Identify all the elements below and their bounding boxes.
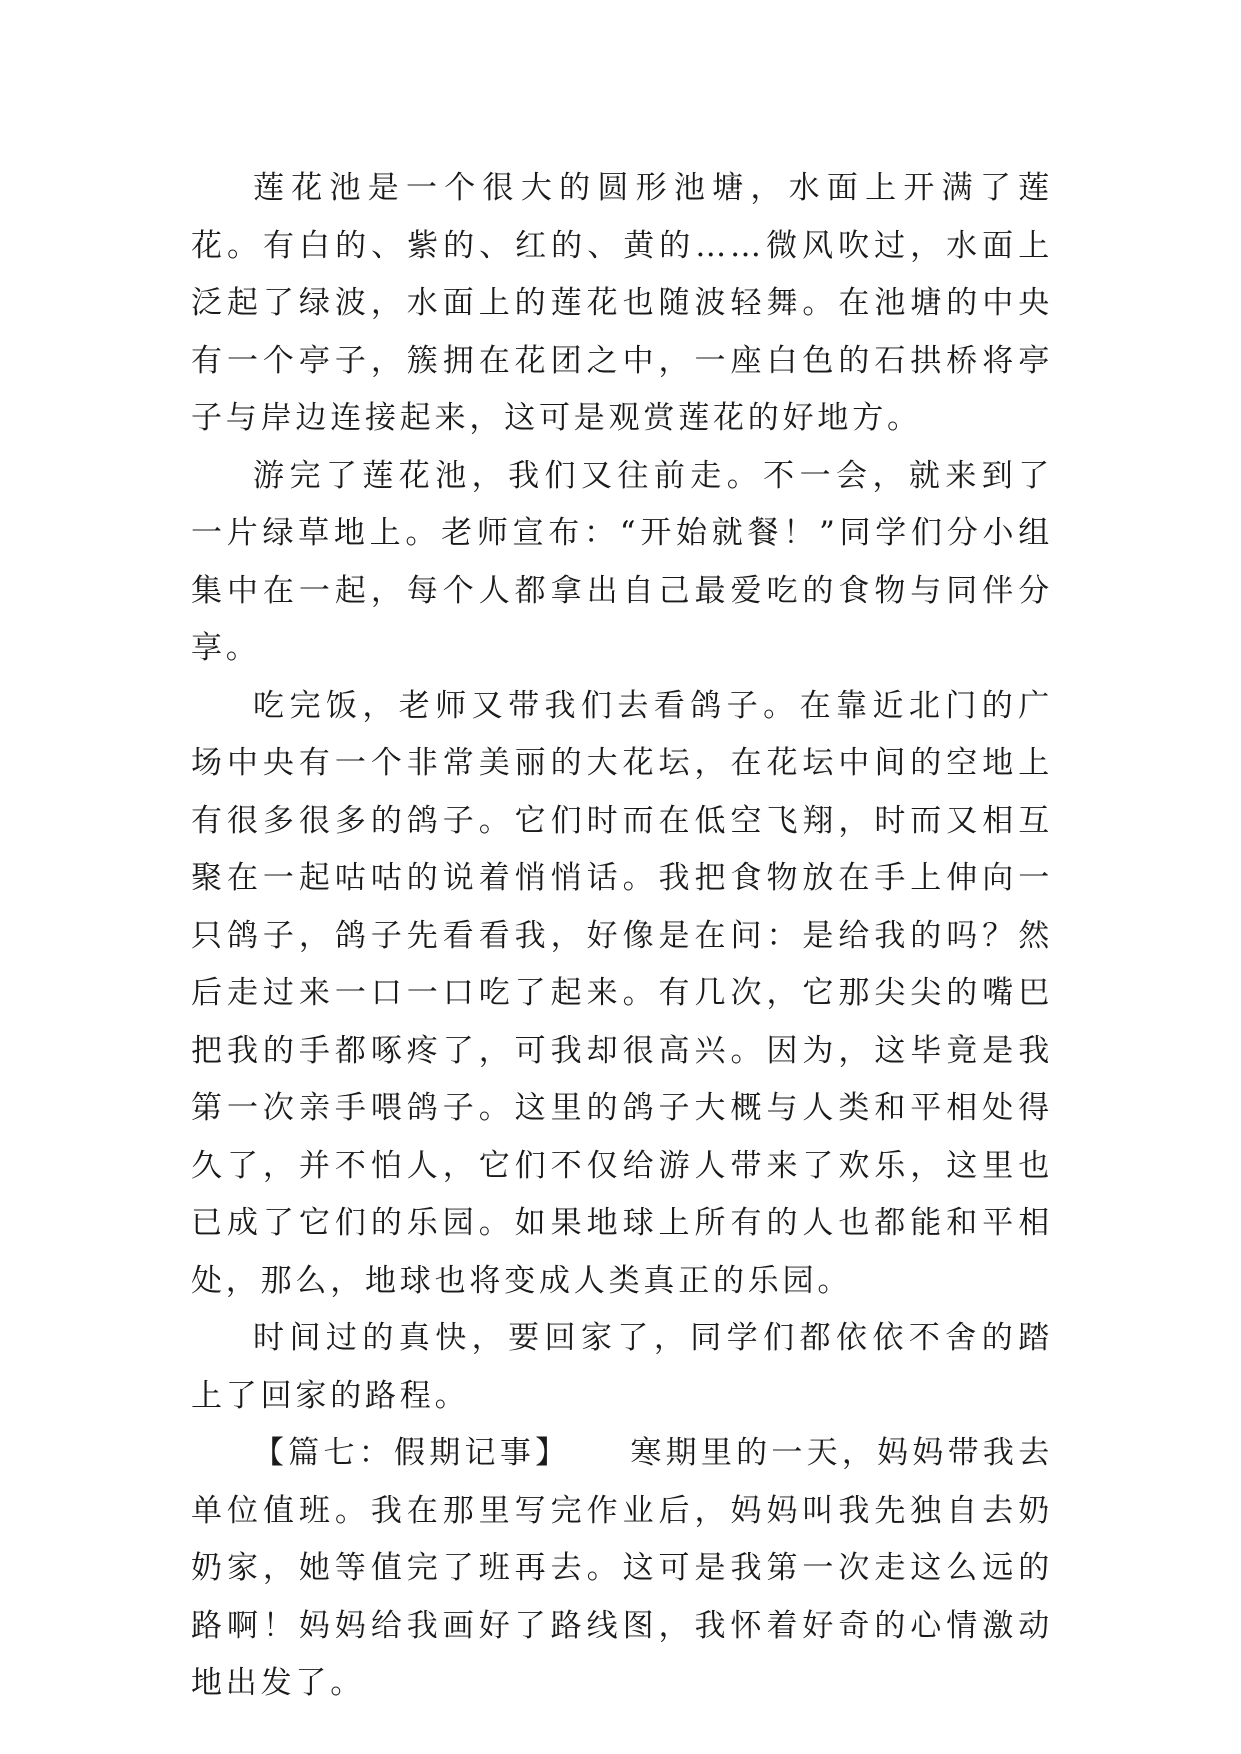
section-seven-heading: 【篇七：假期记事】 bbox=[253, 1435, 571, 1471]
paragraph-lawn-lunch: 游完了莲花池，我们又往前走。不一会，就来到了一片绿草地上。老师宣布：“开始就餐！”同学们分小组集中在一起，每个人都拿出自己最爱吃的食物与同伴分享。 bbox=[191, 457, 1053, 666]
paragraph-section-seven bbox=[191, 1425, 1053, 1713]
paragraph-lotus-pond: 莲花池是一个很大的圆形池塘，水面上开满了莲花。有白的、紫的、红的、黄的……微风吹过，水面上泛起了绿波，水面上的莲花也随波轻舞。在池塘的中央有一个亭子，簇拥在花团之中，一座白色的石拱桥将亭子与岸边连接起来，这可是观赏莲花的好地方。 bbox=[191, 170, 1053, 436]
document-body bbox=[191, 160, 1053, 1713]
section-seven-body: 寒期里的一天，妈妈带我去单位值班。我在那里写完作业后，妈妈叫我先独自去奶奶家，她等值完了班再去。这可是我第一次走这么远的路啊！妈妈给我画好了路线图，我怀着好奇的心情激动地出发了。 bbox=[191, 1435, 1053, 1701]
paragraph-going-home: 时间过的真快，要回家了，同学们都依依不舍的踏上了回家的路程。 bbox=[191, 1320, 1053, 1414]
paragraph-pigeons: 吃完饭，老师又带我们去看鸽子。在靠近北门的广场中央有一个非常美丽的大花坛，在花坛中间的空地上有很多很多的鸽子。它们时而在低空飞翔，时而又相互聚在一起咕咕的说着悄悄话。我把食物放在手上伸向一只鸽子，鸽子先看看我，好像是在问：是给我的吗？然后走过来一口一口吃了起来。有几次，它那尖尖的嘴巴把我的手都啄疼了，可我却很高兴。因为，这毕竟是我第一次亲手喂鸽子。这里的鸽子大概与人类和平相处得久了，并不怕人，它们不仅给游人带来了欢乐，这里也已成了它们的乐园。如果地球上所有的人也都能和平相处，那么，地球也将变成人类真正的乐园。 bbox=[191, 687, 1053, 1299]
